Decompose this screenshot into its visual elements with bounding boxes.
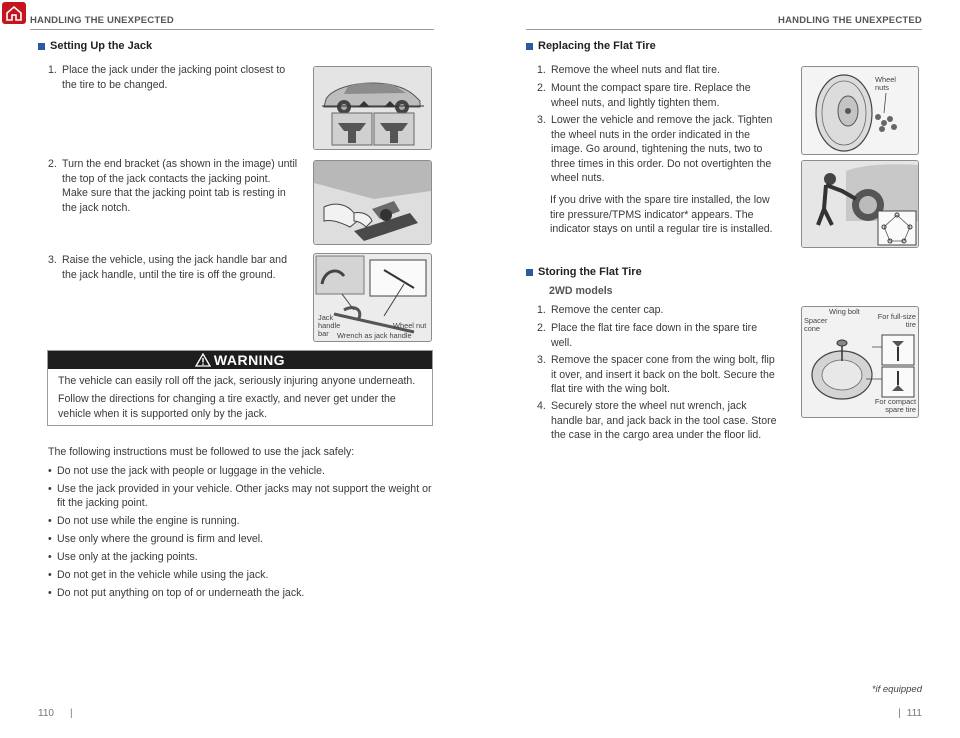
storing-step-4: 4. Securely store the wheel nut wrench, jack handle bar, and jack back in the tool case. Store the case in the cargo area under the floor lid. [537, 400, 777, 442]
header-title-left: HANDLING THE UNEXPECTED [30, 15, 174, 26]
safety-bullet: • Use only where the ground is firm and level. [48, 533, 264, 545]
home-icon[interactable] [2, 2, 26, 24]
jack-handle-figure [313, 253, 432, 342]
storing-step-3: 3. Remove the spacer cone from the wing bolt, flip it over, and insert it back on the bolt. Secure the flat tire with the wing bolt. [537, 354, 775, 396]
header-rule-right [526, 29, 922, 30]
label-wheel-nut: Wheel nut [393, 321, 427, 330]
safety-bullet: • Do not use while the engine is running. [48, 515, 240, 527]
jack-step-2: 2. Turn the end bracket (as shown in the image) until the top of the jack contacts the jacking point. Make sure that the jacking point tab is resting in the jack notch. [48, 158, 298, 214]
section-title-storing: Storing the Flat Tire [526, 266, 642, 278]
tpms-note: If you drive with the spare tire installed, the low tire pressure/TPMS indicator* appears. The indicator stays on until a regular tire is installed. [550, 194, 773, 236]
storing-step-1: 1. Remove the center cap. [537, 304, 664, 316]
warning-text-2: Follow the directions for changing a tire exactly, and never get under the vehicle when it is supported only by the jack. [58, 393, 396, 420]
header-title-right: HANDLING THE UNEXPECTED [778, 15, 922, 26]
replace-step-1: 1. Remove the wheel nuts and flat tire. [537, 64, 721, 76]
page-number-left: 110 | [38, 708, 73, 719]
label-jack-handle-bar: Jack handle bar [318, 313, 341, 338]
footnote-if-equipped: *if equipped [871, 684, 922, 695]
section-marker-icon [526, 43, 533, 50]
warning-triangle-icon [195, 353, 211, 367]
section-marker-icon [38, 43, 45, 50]
safety-bullet: • Use only at the jacking points. [48, 551, 198, 563]
safety-bullet: • Do not get in the vehicle while using the jack. [48, 569, 269, 581]
replace-step-2: 2. Mount the compact spare tire. Replace the wheel nuts, and lightly tighten them. [537, 82, 751, 109]
jack-bracket-figure [313, 160, 432, 245]
storing-step-2: 2. Place the flat tire face down in the spare tire well. [537, 322, 758, 349]
header-rule-left [30, 29, 434, 30]
jack-step-1: 1. Place the jack under the jacking point closest to the tire to be changed. [48, 64, 286, 91]
warning-header: WARNING [48, 351, 432, 369]
label-wing-bolt: Wing bolt [829, 307, 860, 316]
spare-tire-figure [801, 66, 919, 155]
storing-tire-figure [801, 306, 919, 418]
jacking-point-figure [313, 66, 432, 150]
jack-safety-intro: The following instructions must be followed to use the jack safely: [48, 446, 355, 458]
label-spacer-cone: Spacer cone [804, 316, 828, 333]
jack-step-3: 3. Raise the vehicle, using the jack handle bar and the jack handle, until the tire is off the ground. [48, 254, 287, 281]
label-wheel-nuts: Wheel nuts [875, 75, 896, 92]
storing-subtitle: 2WD models [549, 285, 613, 297]
safety-bullet: • Use the jack provided in your vehicle. Other jacks may not support the weight or fit the jacking point. [48, 483, 432, 510]
section-marker-icon [526, 269, 533, 276]
warning-text-1: The vehicle can easily roll off the jack, seriously injuring anyone underneath. [58, 375, 416, 387]
safety-bullet: • Do not use the jack with people or luggage in the vehicle. [48, 465, 325, 477]
warning-box [47, 350, 433, 426]
page-number-right: | 111 [898, 708, 922, 719]
safety-bullet: • Do not put anything on top of or underneath the jack. [48, 587, 305, 599]
section-title-replacing: Replacing the Flat Tire [526, 40, 656, 52]
tightening-nuts-figure [801, 160, 919, 248]
label-wrench-as-jack-handle: Wrench as jack handle [337, 331, 412, 340]
label-compact-spare-tire: For compact spare tire [874, 397, 916, 414]
replace-step-3: 3. Lower the vehicle and remove the jack. Tighten the wheel nuts in the order indicated in the image. Go around, tightening the nuts, two to three times in this order. Do not overtighten the wheel nuts. [537, 114, 773, 185]
section-title-setting-up-jack: Setting Up the Jack [38, 40, 152, 52]
label-full-size-tire: For full-size tire [877, 312, 916, 329]
